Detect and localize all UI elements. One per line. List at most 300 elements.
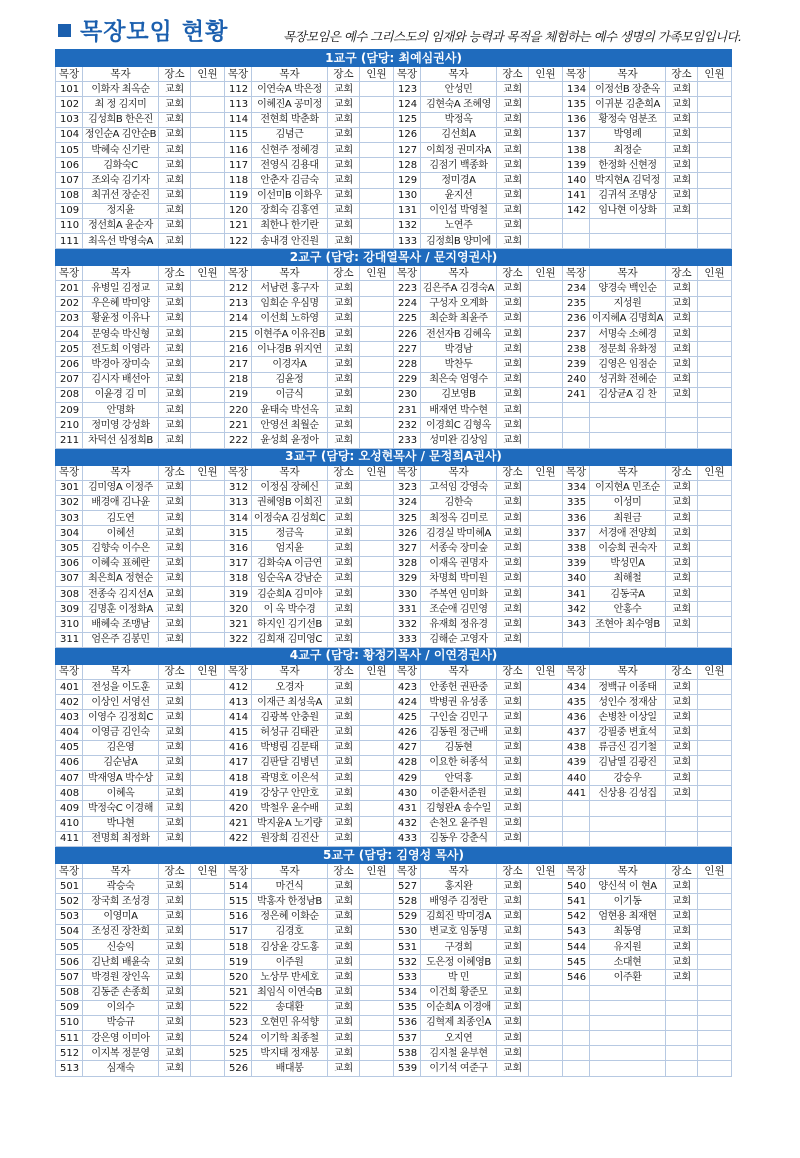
cell-leader <box>590 816 666 831</box>
cell-leader: 마건식 <box>252 879 328 894</box>
cell-count <box>529 418 563 433</box>
cell-place: 교회 <box>328 771 360 786</box>
cell-leader: 박경원 장인옥 <box>83 970 159 985</box>
cell-place: 교회 <box>666 786 698 801</box>
cell-code: 204 <box>56 327 83 342</box>
cell-leader: 성귀화 전혜순 <box>590 372 666 387</box>
cell-place: 교회 <box>328 342 360 357</box>
cell-code <box>563 1061 590 1076</box>
cell-code: 316 <box>225 541 252 556</box>
cell-leader: 이나경B 위지연 <box>252 342 328 357</box>
cell-place: 교회 <box>159 480 191 495</box>
cell-count <box>698 433 732 448</box>
cell-code: 307 <box>56 571 83 586</box>
cell-code: 234 <box>563 281 590 296</box>
cell-code: 534 <box>394 985 421 1000</box>
cell-count <box>360 418 394 433</box>
cell-place: 교회 <box>666 695 698 710</box>
cell-place: 교회 <box>497 387 529 402</box>
cell-count <box>529 387 563 402</box>
column-header-place: 장소 <box>328 465 360 480</box>
table-row <box>56 158 732 173</box>
table-row <box>56 82 732 97</box>
cell-place: 교회 <box>497 203 529 218</box>
cell-code: 103 <box>56 112 83 127</box>
cell-place: 교회 <box>159 112 191 127</box>
table-row <box>56 924 732 939</box>
cell-count <box>698 82 732 97</box>
cell-code: 109 <box>56 203 83 218</box>
cell-code: 117 <box>225 158 252 173</box>
cell-code: 233 <box>394 433 421 448</box>
table-row <box>56 617 732 632</box>
cell-place: 교회 <box>328 879 360 894</box>
cell-place: 교회 <box>159 82 191 97</box>
cell-count <box>698 939 732 954</box>
cell-count <box>698 402 732 417</box>
cell-place <box>666 418 698 433</box>
cell-count <box>360 816 394 831</box>
cell-code: 325 <box>394 511 421 526</box>
cell-place: 교회 <box>497 831 529 846</box>
cell-count <box>698 771 732 786</box>
cell-count <box>529 755 563 770</box>
table-row <box>56 571 732 586</box>
cell-leader: 안종헌 권판중 <box>421 679 497 694</box>
cell-code: 528 <box>394 894 421 909</box>
cell-code: 431 <box>394 801 421 816</box>
cell-place: 교회 <box>159 725 191 740</box>
cell-count <box>191 173 225 188</box>
column-header-code: 목장 <box>563 465 590 480</box>
cell-place: 교회 <box>666 710 698 725</box>
cell-place: 교회 <box>328 281 360 296</box>
cell-leader: 박혜숙 신기란 <box>83 142 159 157</box>
cell-place: 교회 <box>328 372 360 387</box>
cell-place <box>666 1000 698 1015</box>
column-header-place: 장소 <box>328 67 360 82</box>
cell-place: 교회 <box>328 909 360 924</box>
cell-place: 교회 <box>328 311 360 326</box>
cell-place: 교회 <box>497 602 529 617</box>
cell-code: 335 <box>563 495 590 510</box>
cell-count <box>529 786 563 801</box>
table-row <box>56 679 732 694</box>
cell-count <box>360 587 394 602</box>
cell-leader: 김향숙 이수은 <box>83 541 159 556</box>
cell-count <box>698 327 732 342</box>
column-header-count: 인원 <box>191 67 225 82</box>
cell-count <box>360 801 394 816</box>
cell-code: 322 <box>225 632 252 647</box>
cell-place: 교회 <box>497 909 529 924</box>
column-header-code: 목장 <box>394 664 421 679</box>
cell-code: 319 <box>225 587 252 602</box>
table-row <box>56 495 732 510</box>
cell-code: 541 <box>563 894 590 909</box>
cell-count <box>191 127 225 142</box>
cell-code: 203 <box>56 311 83 326</box>
cell-leader: 구인술 김민구 <box>421 710 497 725</box>
cell-count <box>529 433 563 448</box>
cell-code: 221 <box>225 418 252 433</box>
table-row <box>56 173 732 188</box>
cell-place: 교회 <box>159 357 191 372</box>
cell-place: 교회 <box>666 327 698 342</box>
column-header-count: 인원 <box>360 465 394 480</box>
cell-leader: 정선희A 윤순자 <box>83 218 159 233</box>
column-header-place: 장소 <box>497 465 529 480</box>
column-header-row <box>56 664 732 679</box>
cell-leader: 임순옥A 강남순 <box>252 571 328 586</box>
cell-code: 318 <box>225 571 252 586</box>
cell-count <box>191 327 225 342</box>
table-row <box>56 234 732 249</box>
cell-leader: 엄지윤 <box>252 541 328 556</box>
table-row <box>56 541 732 556</box>
cell-leader: 홍지완 <box>421 879 497 894</box>
section-title: 1교구 (담당: 최예심권사) <box>56 50 732 67</box>
cell-leader: 최정순 <box>590 142 666 157</box>
cell-count <box>191 939 225 954</box>
cell-leader: 지성원 <box>590 296 666 311</box>
cell-leader: 박병림 김문태 <box>252 740 328 755</box>
cell-count <box>698 234 732 249</box>
cell-code: 228 <box>394 357 421 372</box>
cell-code: 407 <box>56 771 83 786</box>
column-header-code: 목장 <box>56 465 83 480</box>
column-header-code: 목장 <box>394 465 421 480</box>
cell-leader: 정은혜 이화순 <box>252 909 328 924</box>
cell-count <box>191 831 225 846</box>
column-header-leader: 목자 <box>421 67 497 82</box>
cell-count <box>529 234 563 249</box>
cell-leader: 박성민A <box>590 556 666 571</box>
cell-place: 교회 <box>328 418 360 433</box>
cell-leader: 김동원 정근배 <box>421 725 497 740</box>
cell-count <box>529 617 563 632</box>
cell-leader: 오지연 <box>421 1031 497 1046</box>
cell-leader: 이의수 <box>83 1000 159 1015</box>
cell-leader: 장국희 조성경 <box>83 894 159 909</box>
cell-code <box>563 1000 590 1015</box>
table-row <box>56 387 732 402</box>
cell-place: 교회 <box>497 1015 529 1030</box>
cell-count <box>698 831 732 846</box>
cell-leader: 김상윤 강도홍 <box>252 939 328 954</box>
cell-count <box>360 234 394 249</box>
cell-place: 교회 <box>328 511 360 526</box>
cell-place: 교회 <box>497 1031 529 1046</box>
cell-leader: 안춘자 김금숙 <box>252 173 328 188</box>
cell-code: 511 <box>56 1031 83 1046</box>
cell-code: 138 <box>563 142 590 157</box>
column-header-count: 인원 <box>191 864 225 879</box>
cell-place: 교회 <box>666 740 698 755</box>
table-row <box>56 909 732 924</box>
cell-leader: 김귀석 조명상 <box>590 188 666 203</box>
column-header-count: 인원 <box>529 465 563 480</box>
table-row <box>56 402 732 417</box>
cell-code: 219 <box>225 387 252 402</box>
cell-code: 237 <box>563 327 590 342</box>
cell-code: 336 <box>563 511 590 526</box>
cell-count <box>698 571 732 586</box>
cell-place: 교회 <box>497 327 529 342</box>
cell-code: 129 <box>394 173 421 188</box>
cell-code <box>563 234 590 249</box>
table-row <box>56 511 732 526</box>
cell-leader: 엄은주 김봉민 <box>83 632 159 647</box>
cell-count <box>529 1046 563 1061</box>
cell-place: 교회 <box>497 495 529 510</box>
cell-leader: 이혜진A 공미정 <box>252 97 328 112</box>
cell-leader: 차명희 박미원 <box>421 571 497 586</box>
cell-leader: 김경실 박미혜A <box>421 526 497 541</box>
cell-count <box>529 495 563 510</box>
cell-count <box>191 112 225 127</box>
cell-leader: 최원금 <box>590 511 666 526</box>
cell-place: 교회 <box>159 342 191 357</box>
cell-code: 420 <box>225 801 252 816</box>
cell-leader: 김희재 김미영C <box>252 632 328 647</box>
cell-count <box>529 571 563 586</box>
table-row <box>56 342 732 357</box>
cell-code <box>563 402 590 417</box>
cell-code: 539 <box>394 1061 421 1076</box>
column-header-count: 인원 <box>529 67 563 82</box>
cell-place: 교회 <box>159 816 191 831</box>
cell-place: 교회 <box>497 710 529 725</box>
cell-count <box>529 188 563 203</box>
cell-place: 교회 <box>497 82 529 97</box>
column-header-row <box>56 465 732 480</box>
column-header-place: 장소 <box>159 266 191 281</box>
cell-place: 교회 <box>159 1046 191 1061</box>
cell-count <box>698 924 732 939</box>
cell-code: 304 <box>56 526 83 541</box>
cell-code: 341 <box>563 587 590 602</box>
cell-count <box>698 173 732 188</box>
cell-count <box>360 173 394 188</box>
cell-count <box>529 402 563 417</box>
cell-code: 125 <box>394 112 421 127</box>
column-header-count: 인원 <box>191 465 225 480</box>
cell-place: 교회 <box>328 755 360 770</box>
cell-code: 535 <box>394 1000 421 1015</box>
cell-place: 교회 <box>328 203 360 218</box>
cell-leader: 도은정 이혜영B <box>421 955 497 970</box>
cell-count <box>191 955 225 970</box>
cell-place: 교회 <box>159 831 191 846</box>
cell-place: 교회 <box>497 372 529 387</box>
cell-place: 교회 <box>497 311 529 326</box>
cell-count <box>360 602 394 617</box>
cell-leader: 최귀선 장순진 <box>83 188 159 203</box>
cell-place: 교회 <box>497 480 529 495</box>
cell-leader: 박나현 <box>83 816 159 831</box>
cell-count <box>360 725 394 740</box>
cell-count <box>191 296 225 311</box>
cell-place: 교회 <box>159 173 191 188</box>
cell-leader: 김남열 김광진 <box>590 755 666 770</box>
table-row <box>56 602 732 617</box>
cell-place: 교회 <box>666 587 698 602</box>
cell-place: 교회 <box>159 1015 191 1030</box>
table-row <box>56 556 732 571</box>
cell-leader: 손병찬 이상일 <box>590 710 666 725</box>
cell-code: 208 <box>56 387 83 402</box>
cell-leader: 허성규 김태관 <box>252 725 328 740</box>
cell-leader: 이인섭 박영철 <box>421 203 497 218</box>
cell-leader: 이승희 권숙자 <box>590 541 666 556</box>
cell-leader: 김동국A <box>590 587 666 602</box>
cell-code <box>563 418 590 433</box>
cell-count <box>698 740 732 755</box>
cell-count <box>529 1015 563 1030</box>
cell-count <box>698 480 732 495</box>
cell-code: 529 <box>394 909 421 924</box>
cell-count <box>529 831 563 846</box>
cell-place: 교회 <box>159 955 191 970</box>
cell-count <box>360 97 394 112</box>
table-row <box>56 632 732 647</box>
cell-code: 116 <box>225 142 252 157</box>
cell-leader: 이상인 서영선 <box>83 695 159 710</box>
cell-code: 404 <box>56 725 83 740</box>
cell-code <box>563 218 590 233</box>
cell-count <box>191 1031 225 1046</box>
cell-leader: 배대봉 <box>252 1061 328 1076</box>
cell-code: 106 <box>56 158 83 173</box>
cell-count <box>191 1046 225 1061</box>
cell-place: 교회 <box>666 281 698 296</box>
cell-leader: 정인순A 김안순B <box>83 127 159 142</box>
column-header-place: 장소 <box>666 664 698 679</box>
cell-code: 216 <box>225 342 252 357</box>
cell-code: 340 <box>563 571 590 586</box>
cell-count <box>360 218 394 233</box>
cell-place: 교회 <box>666 495 698 510</box>
cell-place: 교회 <box>497 556 529 571</box>
cell-place: 교회 <box>497 402 529 417</box>
cell-code: 210 <box>56 418 83 433</box>
cell-place: 교회 <box>159 433 191 448</box>
cell-code: 226 <box>394 327 421 342</box>
cell-code: 505 <box>56 939 83 954</box>
column-header-code: 목장 <box>56 664 83 679</box>
cell-code: 128 <box>394 158 421 173</box>
cell-count <box>360 632 394 647</box>
cell-place: 교회 <box>328 188 360 203</box>
cell-place: 교회 <box>159 495 191 510</box>
column-header-leader: 목자 <box>252 266 328 281</box>
cell-count <box>529 985 563 1000</box>
cell-code: 309 <box>56 602 83 617</box>
cell-leader <box>590 234 666 249</box>
cell-code: 515 <box>225 894 252 909</box>
cell-count <box>698 587 732 602</box>
cell-count <box>529 816 563 831</box>
cell-place: 교회 <box>497 985 529 1000</box>
cell-leader: 박철우 윤수배 <box>252 801 328 816</box>
section-title: 4교구 (담당: 황정기목사 / 이연경권사) <box>56 647 732 664</box>
cell-leader: 이경자A <box>252 357 328 372</box>
cell-place: 교회 <box>328 725 360 740</box>
cell-leader: 안명화 <box>83 402 159 417</box>
cell-code: 236 <box>563 311 590 326</box>
column-header-code: 목장 <box>56 266 83 281</box>
column-header-code: 목장 <box>563 864 590 879</box>
column-header-leader: 목자 <box>83 67 159 82</box>
cell-code: 312 <box>225 480 252 495</box>
cell-place: 교회 <box>497 695 529 710</box>
cell-code: 536 <box>394 1015 421 1030</box>
cell-place: 교회 <box>159 311 191 326</box>
cell-code: 231 <box>394 402 421 417</box>
cell-code: 423 <box>394 679 421 694</box>
cell-count <box>529 955 563 970</box>
cell-place: 교회 <box>159 556 191 571</box>
cell-leader: 이화자 최옥순 <box>83 82 159 97</box>
column-header-count: 인원 <box>191 266 225 281</box>
table-row <box>56 1000 732 1015</box>
cell-count <box>360 894 394 909</box>
cell-code: 433 <box>394 831 421 846</box>
cell-code: 524 <box>225 1031 252 1046</box>
cell-count <box>191 418 225 433</box>
column-header-code: 목장 <box>225 465 252 480</box>
cell-code: 543 <box>563 924 590 939</box>
cell-leader: 강승우 <box>590 771 666 786</box>
cell-place: 교회 <box>328 740 360 755</box>
cell-count <box>698 342 732 357</box>
cell-code: 328 <box>394 556 421 571</box>
cell-count <box>360 755 394 770</box>
cell-code: 507 <box>56 970 83 985</box>
cell-leader: 이순희A 이경애 <box>421 1000 497 1015</box>
cell-code: 525 <box>225 1046 252 1061</box>
cell-code <box>563 816 590 831</box>
cell-count <box>191 679 225 694</box>
cell-leader <box>590 402 666 417</box>
table-row <box>56 587 732 602</box>
cell-code: 421 <box>225 816 252 831</box>
column-header-count: 인원 <box>698 864 732 879</box>
cell-count <box>360 511 394 526</box>
cell-code: 135 <box>563 97 590 112</box>
cell-place <box>666 433 698 448</box>
column-header-leader: 목자 <box>252 664 328 679</box>
cell-count <box>191 571 225 586</box>
cell-code: 119 <box>225 188 252 203</box>
table-row <box>56 710 732 725</box>
cell-leader: 한정화 신현정 <box>590 158 666 173</box>
cell-leader: 이경희C 김형옥 <box>421 418 497 433</box>
cell-count <box>360 311 394 326</box>
cell-count <box>191 556 225 571</box>
cell-count <box>360 970 394 985</box>
cell-code: 104 <box>56 127 83 142</box>
cell-leader: 이기동 <box>590 894 666 909</box>
table-row <box>56 218 732 233</box>
cell-code: 111 <box>56 234 83 249</box>
cell-code: 120 <box>225 203 252 218</box>
cell-leader: 곽명호 이은석 <box>252 771 328 786</box>
cell-count <box>529 1061 563 1076</box>
cell-place: 교회 <box>328 433 360 448</box>
cell-leader: 이영미A <box>83 909 159 924</box>
